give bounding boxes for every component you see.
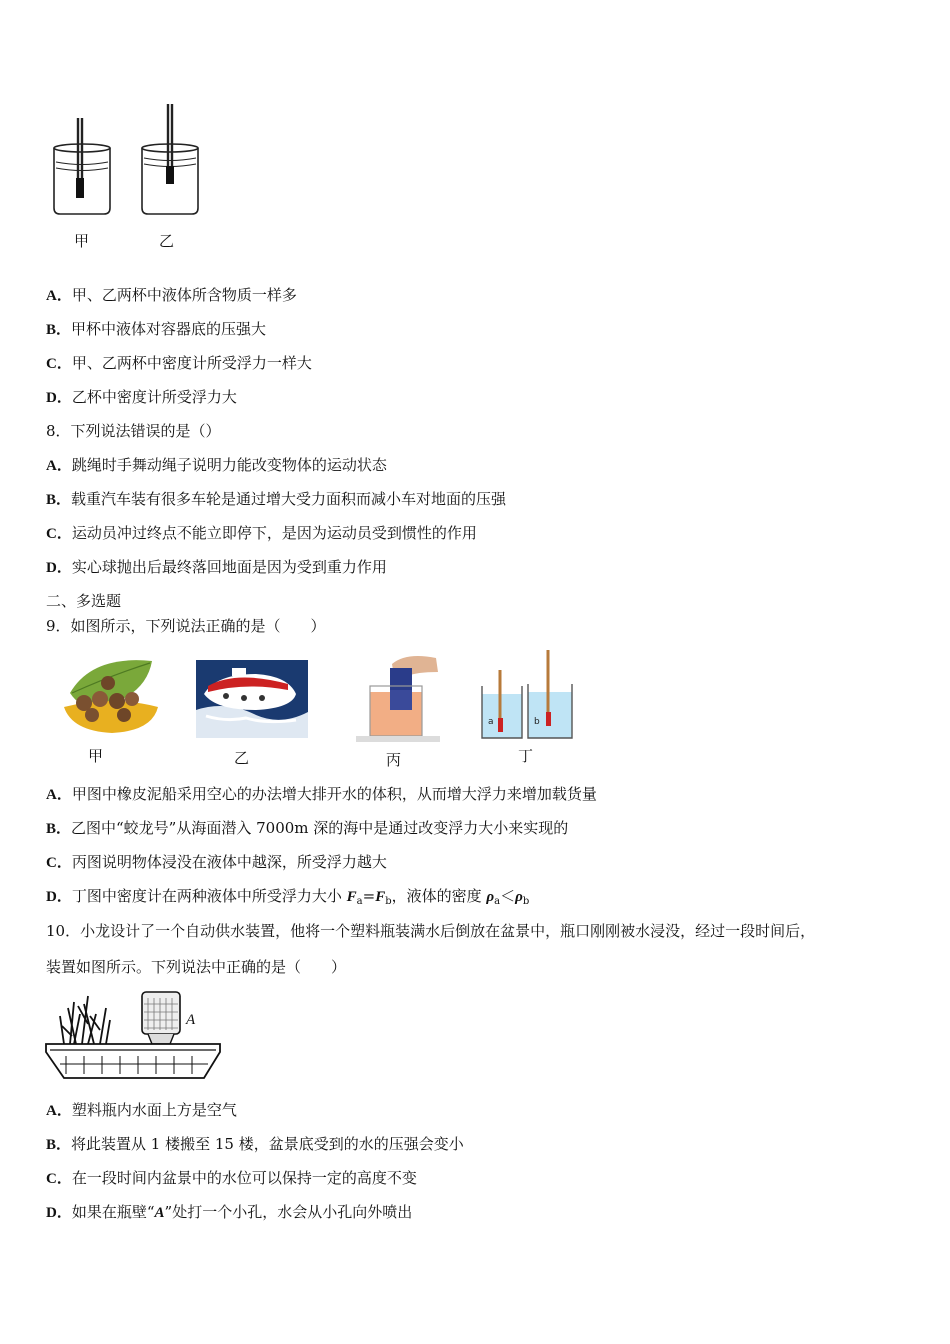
- q8-option-d: D．实心球抛出后最终落回地面是因为受到重力作用: [46, 558, 387, 576]
- q7-option-c: C．甲、乙两杯中密度计所受浮力一样大: [46, 354, 312, 372]
- q8-stem: 8．下列说法错误的是（）: [46, 422, 221, 440]
- q10-stem-line1: 10．小龙设计了一个自动供水装置，他将一个塑料瓶装满水后倒放在盆景中，瓶口刚刚被水浸没，经过一段时间后，: [46, 922, 816, 940]
- q9-figure-bing: [356, 654, 440, 746]
- q9-stem: 9．如图所示，下列说法正确的是（ ）: [46, 617, 326, 635]
- q9-label-yi: 乙: [234, 749, 250, 767]
- q9-label-jia: 甲: [88, 747, 104, 765]
- section-title: 二、多选题: [46, 592, 122, 610]
- q9-figure-ding: [478, 648, 582, 744]
- q10-option-b: B．将此装置从 1 楼搬至 15 楼，盆景底受到的水的压强会变小: [46, 1135, 464, 1153]
- beaker-yi: [142, 104, 198, 214]
- q8-option-c: C．运动员冲过终点不能立即停下，是因为运动员受到惯性的作用: [46, 524, 477, 542]
- q9-figure-jia: [62, 655, 162, 735]
- q10-option-d: D．如果在瓶壁“A”处打一个小孔，水会从小孔向外喷出: [46, 1203, 413, 1221]
- q9-option-c: C．丙图说明物体浸没在液体中越深，所受浮力越大: [46, 853, 387, 871]
- basin-shape: [46, 1044, 220, 1078]
- beaker-label-b: b: [534, 717, 540, 727]
- bottle-label-a: A: [186, 1012, 196, 1028]
- q7-label-yi: 乙: [159, 232, 175, 250]
- q8-option-b: B．载重汽车装有很多车轮是通过增大受力面积而减小车对地面的压强: [46, 490, 507, 508]
- q10-option-c: C．在一段时间内盆景中的水位可以保持一定的高度不变: [46, 1169, 417, 1187]
- q8-option-a: A．跳绳时手舞动绳子说明力能改变物体的运动状态: [46, 456, 387, 474]
- q10-figure: [44, 986, 224, 1084]
- beaker-a: [482, 670, 522, 738]
- beaker-label-a: a: [488, 717, 494, 727]
- plant-shape: [60, 996, 110, 1044]
- q7-option-a: A．甲、乙两杯中液体所含物质一样多: [46, 286, 297, 304]
- q7-option-b: B．甲杯中液体对容器底的压强大: [46, 320, 267, 338]
- q10-stem-line2: 装置如图所示。下列说法中正确的是（ ）: [46, 958, 347, 976]
- q9-option-a: A．甲图中橡皮泥船采用空心的办法增大排开水的体积，从而增大浮力来增加载货量: [46, 785, 597, 803]
- q9-option-b: B．乙图中“蛟龙号”从海面潜入 7000m 深的海中是通过改变浮力大小来实现的: [46, 819, 569, 837]
- q7-option-d: D．乙杯中密度计所受浮力大: [46, 388, 237, 406]
- q9-option-d: D．丁图中密度计在两种液体中所受浮力大小 $F_a=F_b$，液体的密度 $\rho_a<\rho_b$: [46, 887, 530, 907]
- q9-figure-yi: [196, 660, 308, 738]
- q7-label-jia: 甲: [74, 232, 90, 250]
- bottle-shape: [142, 992, 180, 1044]
- force-b-symbol: F: [375, 889, 386, 905]
- rho-b-symbol: ρ: [515, 889, 523, 905]
- q9-label-ding: 丁: [518, 747, 534, 765]
- q10-option-a: A．塑料瓶内水面上方是空气: [46, 1101, 237, 1119]
- beaker-jia: [54, 118, 110, 214]
- q9-label-bing: 丙: [386, 751, 402, 769]
